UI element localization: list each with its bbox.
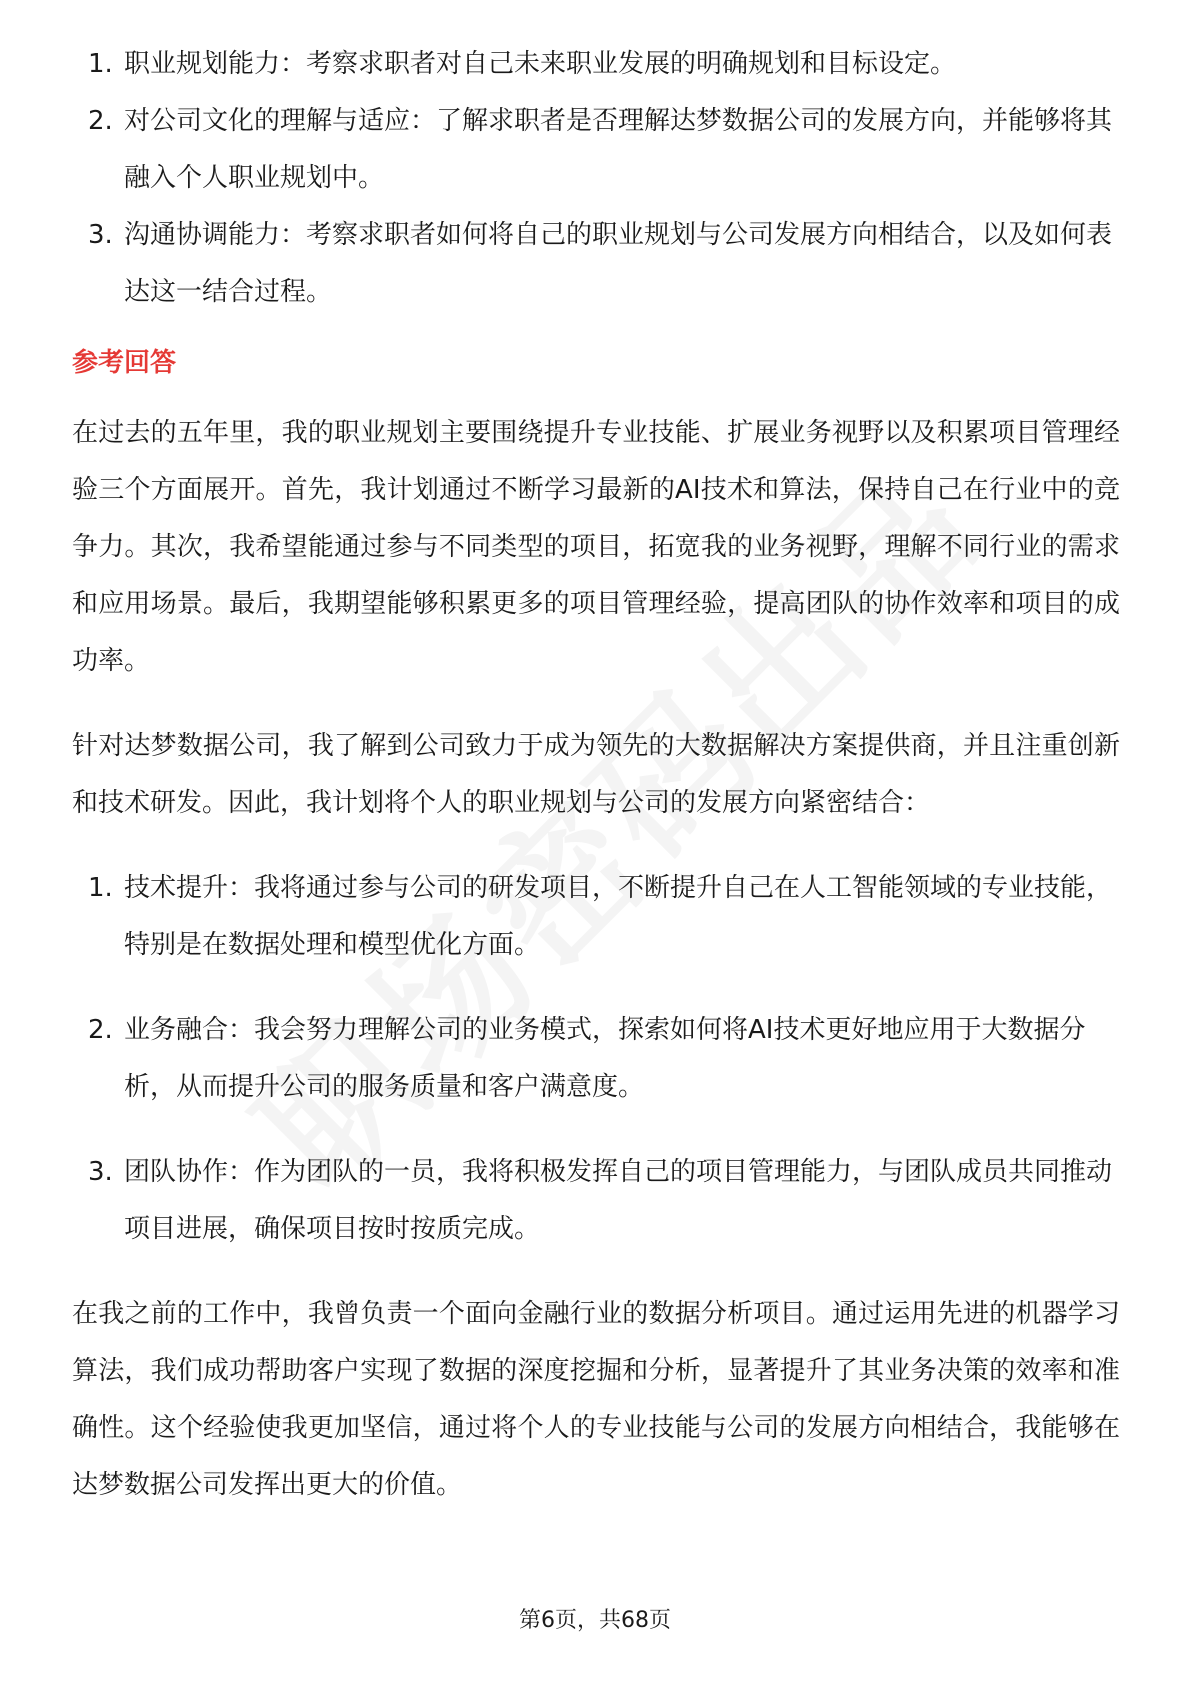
list-item-text: 团队协作：作为团队的一员，我将积极发挥自己的项目管理能力，与团队成员共同推动项目进展，确保项目按时按质完成。 [124,1157,1113,1244]
paragraph: 在我之前的工作中，我曾负责一个面向金融行业的数据分析项目。通过运用先进的机器学习算法，我们成功帮助客户实现了数据的深度挖掘和分析，显著提升了其业务决策的效率和准确性。这个经验使我更加坚信，通过将个人的专业技能与公司的发展方向相结合，我能够在达梦数据公司发挥出更大的价值。 [72,1299,1120,1500]
list-item-number: 2. [88,106,113,136]
list-item [72,36,1120,93]
list-item-number: 3. [88,1157,113,1187]
list-item [72,1144,1120,1258]
evaluation-points-list [72,36,1120,321]
list-item [72,1002,1120,1116]
section-heading: 参考回答 [72,348,177,378]
list-item-text: 职业规划能力：考察求职者对自己未来职业发展的明确规划和目标设定。 [124,49,957,79]
list-item [72,860,1120,974]
page-number-footer: 第6页，共68页 [519,1608,671,1633]
list-item-text: 对公司文化的理解与适应：了解求职者是否理解达梦数据公司的发展方向，并能够将其融入个人职业规划中。 [124,106,1113,193]
list-item-text: 技术提升：我将通过参与公司的研发项目，不断提升自己在人工智能领域的专业技能，特别是在数据处理和模型优化方面。 [124,873,1113,960]
answer-points-list [72,860,1120,1258]
paragraph: 在过去的五年里，我的职业规划主要围绕提升专业技能、扩展业务视野以及积累项目管理经验三个方面展开。首先，我计划通过不断学习最新的AI技术和算法，保持自己在行业中的竞争力。其次，我希望能通过参与不同类型的项目，拓宽我的业务视野，理解不同行业的需求和应用场景。最后，我期望能够积累更多的项目管理经验，提高团队的协作效率和项目的成功率。 [72,418,1120,676]
list-item-text: 沟通协调能力：考察求职者如何将自己的职业规划与公司发展方向相结合，以及如何表达这一结合过程。 [124,220,1113,307]
page-content [72,36,1120,1542]
list-item [72,207,1120,321]
list-item [72,93,1120,207]
list-item-number: 1. [88,49,113,79]
list-item-number: 3. [88,220,113,250]
list-item-number: 2. [88,1015,113,1045]
paragraph: 针对达梦数据公司，我了解到公司致力于成为领先的大数据解决方案提供商，并且注重创新和技术研发。因此，我计划将个人的职业规划与公司的发展方向紧密结合： [72,731,1120,818]
list-item-text: 业务融合：我会努力理解公司的业务模式，探索如何将AI技术更好地应用于大数据分析，从而提升公司的服务质量和客户满意度。 [124,1015,1086,1102]
list-item-number: 1. [88,873,113,903]
